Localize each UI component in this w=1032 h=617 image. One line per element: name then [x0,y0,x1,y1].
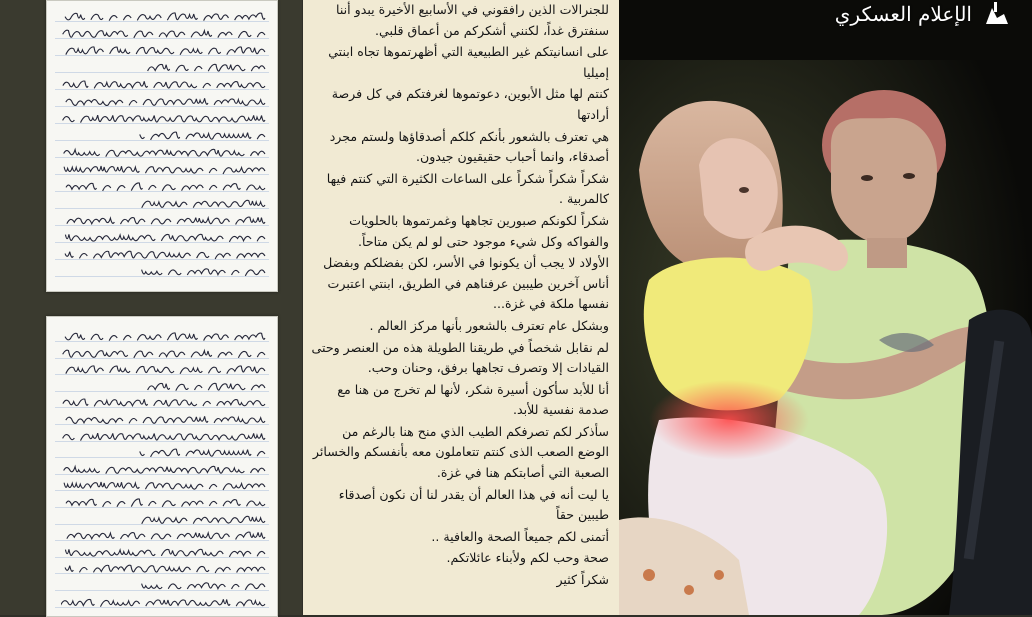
letter-paragraph: لم نقابل شخصاً في طريقنا الطويلة هذه من العنصر وحتى القيادات إلا وتصرف تجاهها برفق، وحنان وحب. [311,339,609,376]
logo-emblem-icon [982,0,1012,28]
handwriting-line [61,514,267,526]
handwriting-line [61,11,267,23]
handwriting-line [61,249,267,261]
letter-paragraph: صحة وحب لكم ولأبناء عائلاتكم. [446,550,609,566]
handwriting-line [61,331,267,343]
handwriting-line [61,364,267,376]
letter-paragraph: هي تعترف بالشعور بأنكم كلكم أصدقاؤها ولستم مجرد أصدقاء، وانما أحباب حقيقيون جيدون. [329,128,609,165]
letter-paragraph: يا ليت أنه في هذا العالم أن يقدر لنا أن نكون أصدقاء طيبين حقاً [338,486,609,523]
translated-letter-panel [303,0,619,615]
handwriting-line [61,96,267,108]
letter-paragraph: شكراً شكراً شكراً على الساعات الكثيرة التي كنتم فيها كالمربية . [326,170,609,207]
handwriting-line [61,530,267,542]
handwriting-line [61,198,267,210]
handwriting-line [61,397,267,409]
handwriting-line [61,232,267,244]
letter-text [311,0,609,592]
handwriting-line [61,480,267,492]
handwriting-line [61,381,267,393]
letter-paragraph: على انسانيتكم غير الطبيعية التي أظهرتموها تجاه ابنتي إميليا [328,44,609,80]
handwritten-letter-page-2 [46,316,278,617]
handwriting-line [61,580,267,592]
handwriting-line [61,266,267,278]
handwriting-line [61,215,267,227]
handwriting-line [61,431,267,443]
letter-paragraph: وبشكل عام تعترف بالشعور بأنها مركز العالم . [369,317,609,333]
handwriting-line [61,45,267,57]
handwriting-line [61,464,267,476]
handwriting-line [61,497,267,509]
handwriting-line [61,414,267,426]
letter-paragraph: أنا للأبد سأكون أسيرة شكر، لأنها لم تخرج من هنا مع صدمة نفسية للأبد. [337,381,609,418]
letter-paragraph: سأذكر لكم تصرفكم الطيب الذي منح هنا بالرغم من الوضع الصعب الذى كنتم تتعاملون معه بأنفسكم والخسائر الصعبة التي أصابتكم هنا في غزة. [312,423,609,481]
photo-panel [619,0,1032,615]
handwriting-line [61,547,267,559]
handwriting-line [61,147,267,159]
handwriting-line [61,181,267,193]
letter-paragraph: للجنرالات الذين رافقوني في الأسابيع الأخيرة يبدو أننا سنفترق غداً، لكنني أشكركم من أعماق قلبي. [335,2,609,38]
letter-paragraph: شكراً لكونكم صبورين تجاهها وغمرتموها بالحلويات والفواكه وكل شيء موجود حتى لو لم يكن متاحاً. [349,212,609,249]
handwriting-line [61,447,267,459]
photo-woman-and-girl [619,0,1032,615]
handwritten-letter-panel [0,0,302,615]
handwriting-line [61,348,267,360]
handwriting-line [61,164,267,176]
handwritten-letter-page-1 [46,0,278,292]
handwriting-line [61,130,267,142]
handwriting-line [61,597,267,609]
handwriting-line [61,563,267,575]
handwriting-line [61,62,267,74]
media-logo-text: الإعلام العسكري [834,2,972,26]
handwriting-line [61,28,267,40]
letter-paragraph: الأولاد لا يجب أن يكونوا في الأسر، لكن بفضلكم وبفضل أناس آخرين طيبين عرفناهم في الطريق، ابنتي اعتبرت نفسها ملكة في غزة... [323,255,609,312]
handwriting-line [61,79,267,91]
letter-paragraph: أتمنى لكم جميعاً الصحة والعافية .. [431,528,609,544]
letter-paragraph: كنتم لها مثل الأبوين، دعوتموها لغرفتكم في كل فرصة أرادتها [331,86,609,122]
handwriting-line [61,113,267,125]
letter-paragraph: شكراً كثير [556,572,609,588]
